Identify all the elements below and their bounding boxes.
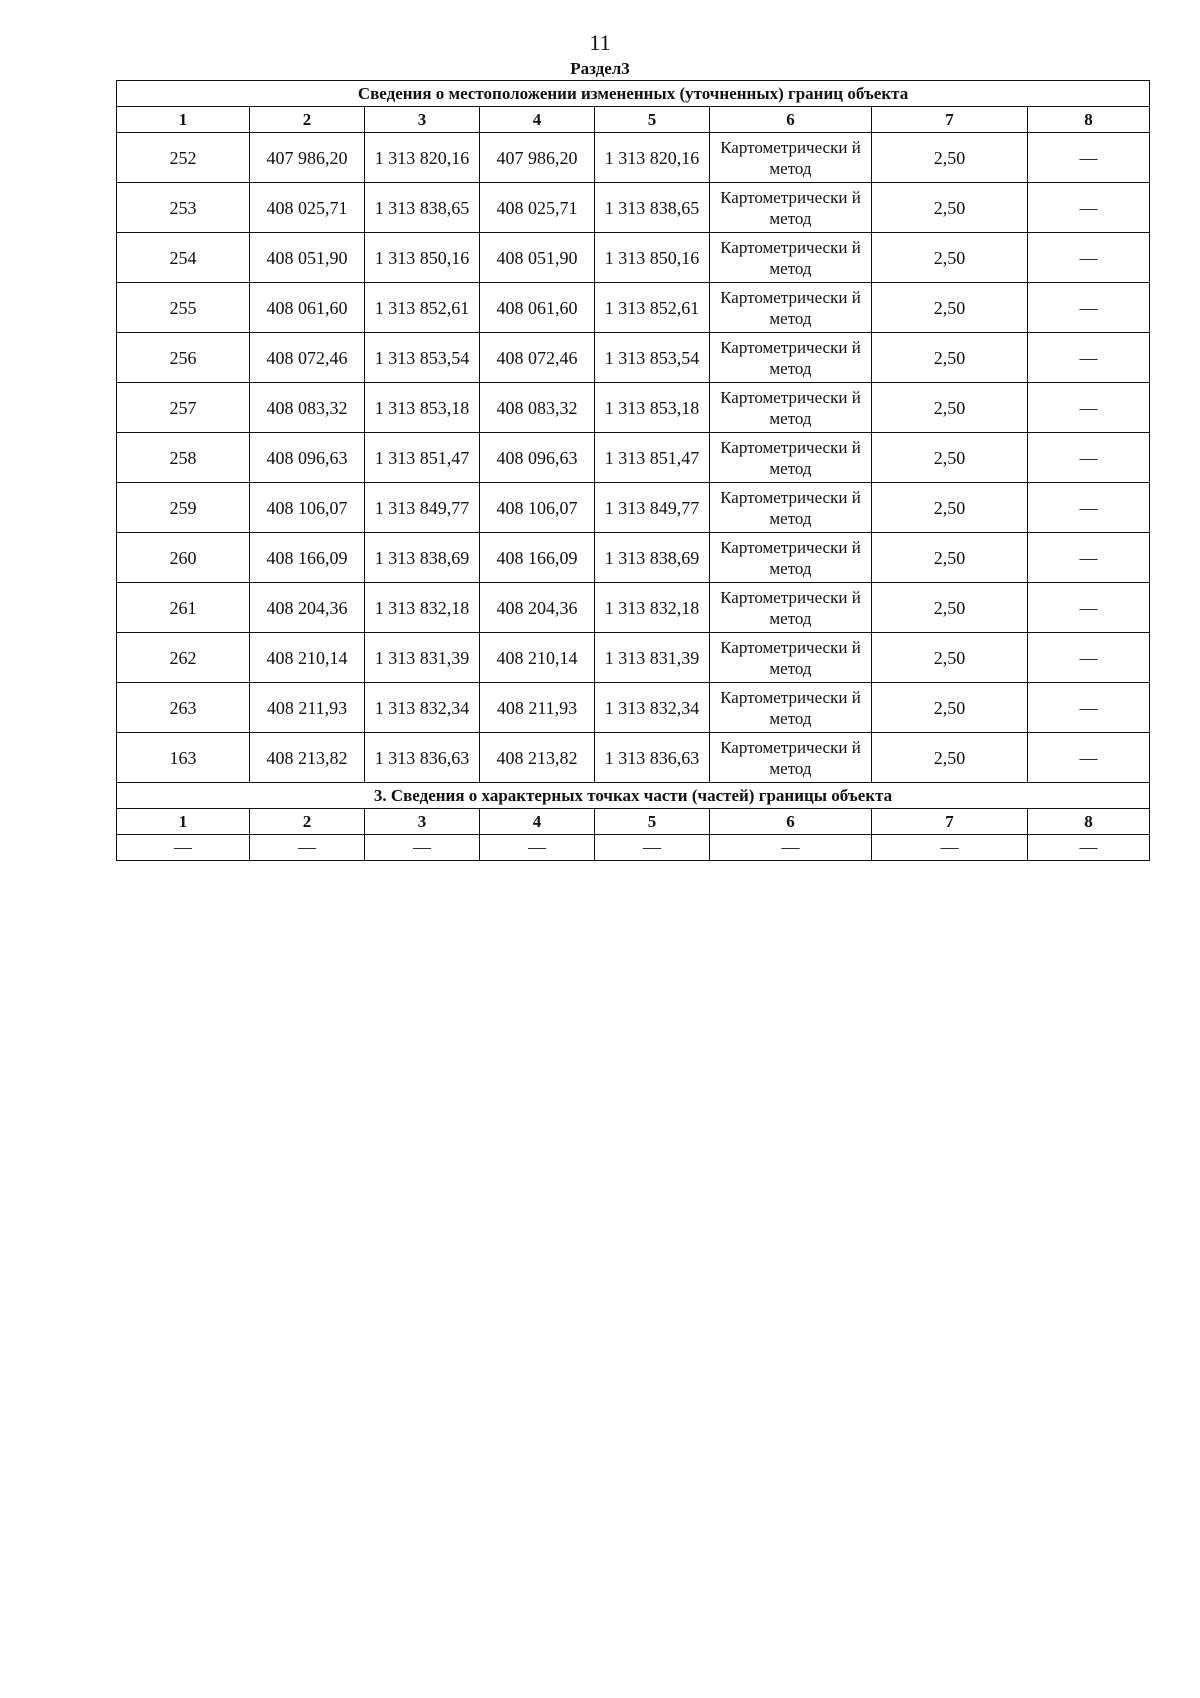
table-title-row [117,81,1150,107]
accuracy-cell: 2,50 [872,633,1028,683]
column-header: 7 [872,107,1028,133]
note-cell: — [1028,383,1150,433]
accuracy-cell: 2,50 [872,383,1028,433]
y-coordinate-old: 1 313 832,34 [365,683,480,733]
y-coordinate-old: 1 313 832,18 [365,583,480,633]
point-number: 256 [117,333,250,383]
section-label: Раздел3 [570,59,630,78]
subsection-row [117,835,1150,861]
x-coordinate-new: 408 166,09 [480,533,595,583]
point-number: 255 [117,283,250,333]
accuracy-cell: 2,50 [872,133,1028,183]
boundary-table [116,80,1150,861]
y-coordinate-new: 1 313 853,54 [595,333,710,383]
y-coordinate-old: 1 313 852,61 [365,283,480,333]
accuracy-cell: 2,50 [872,733,1028,783]
y-coordinate-old: 1 313 851,47 [365,433,480,483]
table-row [117,633,1150,683]
subsection-cell: — [710,835,872,861]
subsection-title: 3. Сведения о характерных точках части (частей) границы объекта [117,783,1150,809]
x-coordinate-new: 408 083,32 [480,383,595,433]
x-coordinate-new: 408 096,63 [480,433,595,483]
column-header: 3 [365,107,480,133]
table-row [117,383,1150,433]
y-coordinate-old: 1 313 836,63 [365,733,480,783]
point-number: 257 [117,383,250,433]
accuracy-cell: 2,50 [872,283,1028,333]
x-coordinate-old: 407 986,20 [250,133,365,183]
point-number: 262 [117,633,250,683]
accuracy-cell: 2,50 [872,583,1028,633]
note-cell: — [1028,483,1150,533]
x-coordinate-new: 407 986,20 [480,133,595,183]
y-coordinate-old: 1 313 831,39 [365,633,480,683]
x-coordinate-new: 408 211,93 [480,683,595,733]
x-coordinate-new: 408 210,14 [480,633,595,683]
subsection-column-header: 2 [250,809,365,835]
table-row [117,233,1150,283]
note-cell: — [1028,633,1150,683]
point-number: 163 [117,733,250,783]
note-cell: — [1028,583,1150,633]
x-coordinate-old: 408 072,46 [250,333,365,383]
x-coordinate-old: 408 210,14 [250,633,365,683]
column-header: 6 [710,107,872,133]
point-number: 261 [117,583,250,633]
subsection-cell: — [480,835,595,861]
note-cell: — [1028,283,1150,333]
x-coordinate-new: 408 072,46 [480,333,595,383]
y-coordinate-old: 1 313 838,65 [365,183,480,233]
column-header: 5 [595,107,710,133]
note-cell: — [1028,183,1150,233]
subsection-column-header: 7 [872,809,1028,835]
y-coordinate-new: 1 313 853,18 [595,383,710,433]
subsection-column-header: 6 [710,809,872,835]
accuracy-cell: 2,50 [872,683,1028,733]
accuracy-cell: 2,50 [872,433,1028,483]
point-number: 254 [117,233,250,283]
subsection-cell: — [595,835,710,861]
table-row [117,433,1150,483]
x-coordinate-new: 408 106,07 [480,483,595,533]
method-cell: Картометрически й метод [710,433,872,483]
y-coordinate-old: 1 313 849,77 [365,483,480,533]
method-cell: Картометрически й метод [710,383,872,433]
y-coordinate-new: 1 313 850,16 [595,233,710,283]
x-coordinate-old: 408 061,60 [250,283,365,333]
method-cell: Картометрически й метод [710,633,872,683]
method-cell: Картометрически й метод [710,133,872,183]
y-coordinate-new: 1 313 838,65 [595,183,710,233]
subsection-cell: — [250,835,365,861]
point-number: 259 [117,483,250,533]
table-row [117,533,1150,583]
table-title: Сведения о местоположении измененных (уточненных) границ объекта [117,81,1150,107]
note-cell: — [1028,683,1150,733]
subsection-cell: — [365,835,480,861]
y-coordinate-old: 1 313 850,16 [365,233,480,283]
y-coordinate-old: 1 313 853,54 [365,333,480,383]
y-coordinate-new: 1 313 851,47 [595,433,710,483]
subsection-column-header-row [117,809,1150,835]
table-row [117,733,1150,783]
y-coordinate-new: 1 313 838,69 [595,533,710,583]
method-cell: Картометрически й метод [710,183,872,233]
x-coordinate-new: 408 061,60 [480,283,595,333]
y-coordinate-new: 1 313 832,34 [595,683,710,733]
accuracy-cell: 2,50 [872,183,1028,233]
accuracy-cell: 2,50 [872,533,1028,583]
method-cell: Картометрически й метод [710,533,872,583]
x-coordinate-old: 408 096,63 [250,433,365,483]
subsection-cell: — [1028,835,1150,861]
y-coordinate-new: 1 313 852,61 [595,283,710,333]
x-coordinate-old: 408 051,90 [250,233,365,283]
column-header: 8 [1028,107,1150,133]
method-cell: Картометрически й метод [710,483,872,533]
column-header-row [117,107,1150,133]
column-header: 4 [480,107,595,133]
subsection-column-header: 5 [595,809,710,835]
boundary-table-body [117,81,1150,861]
method-cell: Картометрически й метод [710,283,872,333]
table-row [117,283,1150,333]
y-coordinate-old: 1 313 820,16 [365,133,480,183]
subsection-column-header: 4 [480,809,595,835]
x-coordinate-old: 408 211,93 [250,683,365,733]
point-number: 253 [117,183,250,233]
y-coordinate-new: 1 313 820,16 [595,133,710,183]
point-number: 263 [117,683,250,733]
table-row [117,483,1150,533]
y-coordinate-new: 1 313 832,18 [595,583,710,633]
accuracy-cell: 2,50 [872,333,1028,383]
y-coordinate-new: 1 313 831,39 [595,633,710,683]
x-coordinate-old: 408 083,32 [250,383,365,433]
x-coordinate-old: 408 106,07 [250,483,365,533]
method-cell: Картометрически й метод [710,733,872,783]
method-cell: Картометрически й метод [710,683,872,733]
method-cell: Картометрически й метод [710,583,872,633]
subsection-cell: — [117,835,250,861]
accuracy-cell: 2,50 [872,233,1028,283]
method-cell: Картометрически й метод [710,233,872,283]
accuracy-cell: 2,50 [872,483,1028,533]
subsection-title-row [117,783,1150,809]
note-cell: — [1028,133,1150,183]
y-coordinate-old: 1 313 853,18 [365,383,480,433]
note-cell: — [1028,533,1150,583]
subsection-cell: — [872,835,1028,861]
x-coordinate-old: 408 213,82 [250,733,365,783]
column-header: 2 [250,107,365,133]
method-cell: Картометрически й метод [710,333,872,383]
point-number: 260 [117,533,250,583]
x-coordinate-new: 408 051,90 [480,233,595,283]
x-coordinate-old: 408 204,36 [250,583,365,633]
table-row [117,583,1150,633]
note-cell: — [1028,333,1150,383]
x-coordinate-new: 408 025,71 [480,183,595,233]
subsection-column-header: 3 [365,809,480,835]
note-cell: — [1028,733,1150,783]
table-row [117,183,1150,233]
column-header: 1 [117,107,250,133]
x-coordinate-old: 408 166,09 [250,533,365,583]
x-coordinate-new: 408 213,82 [480,733,595,783]
point-number: 258 [117,433,250,483]
subsection-column-header: 8 [1028,809,1150,835]
x-coordinate-new: 408 204,36 [480,583,595,633]
y-coordinate-new: 1 313 836,63 [595,733,710,783]
subsection-column-header: 1 [117,809,250,835]
x-coordinate-old: 408 025,71 [250,183,365,233]
table-row [117,133,1150,183]
y-coordinate-old: 1 313 838,69 [365,533,480,583]
point-number: 252 [117,133,250,183]
note-cell: — [1028,233,1150,283]
table-row [117,333,1150,383]
table-row [117,683,1150,733]
y-coordinate-new: 1 313 849,77 [595,483,710,533]
note-cell: — [1028,433,1150,483]
page-number: 11 [589,30,611,55]
